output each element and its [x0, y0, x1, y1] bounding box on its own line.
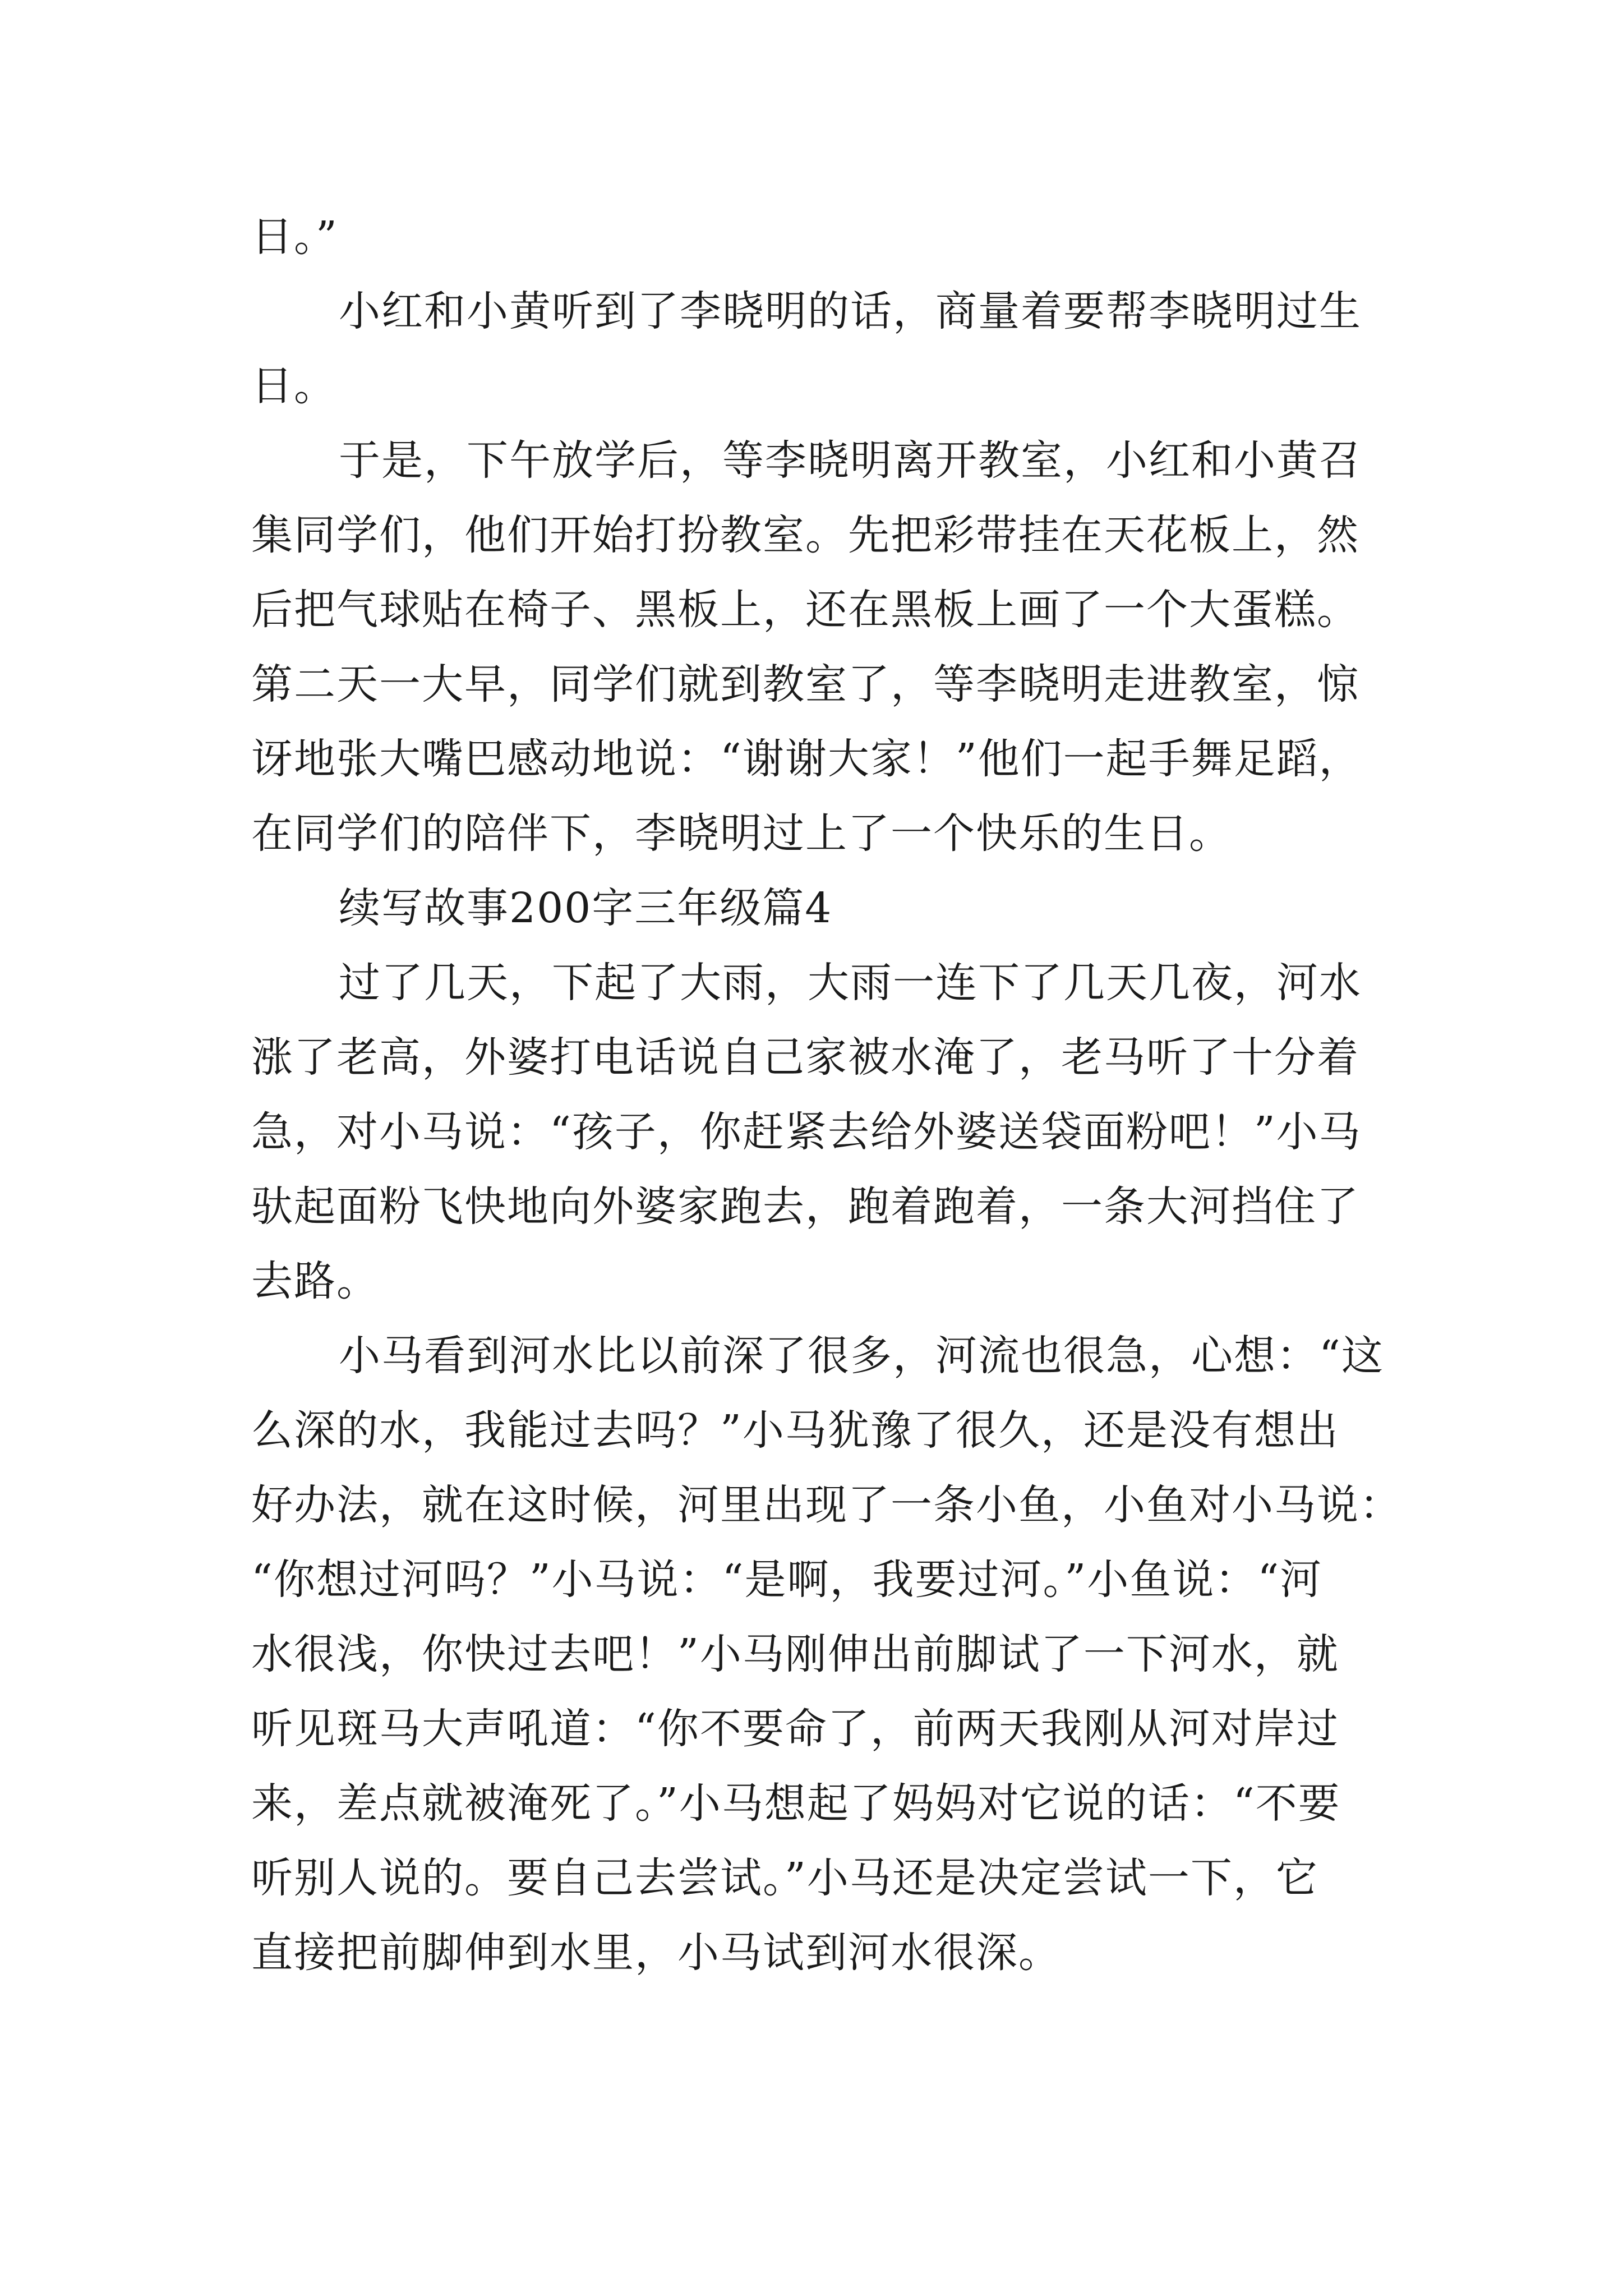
text-line: 涨了老高，外婆打电话说自己家被水淹了，老马听了十分着 [251, 1033, 1359, 1082]
text-line: 急，对小马说：“孩子，你赶紧去给外婆送袋面粉吧！”小马 [251, 1108, 1362, 1156]
text-line: 后把气球贴在椅子、黑板上，还在黑板上画了一个大蛋糕。 [251, 586, 1359, 634]
text-line: 讶地张大嘴巴感动地说：“谢谢大家！”他们一起手舞足蹈， [251, 735, 1362, 783]
text-line: 集同学们，他们开始打扮教室。先把彩带挂在天花板上，然 [251, 511, 1359, 559]
text-line: 日。 [251, 362, 336, 410]
text-line: 听见斑马大声吼道：“你不要命了，前两天我刚从河对岸过 [251, 1705, 1339, 1753]
text-line: 过了几天，下起了大雨，大雨一连下了几天几夜，河水 [339, 959, 1362, 1007]
text-line: 好办法，就在这时候，河里出现了一条小鱼，小鱼对小马说： [251, 1481, 1402, 1529]
text-line: 听别人说的。要自己去尝试。”小马还是决定尝试一下，它 [251, 1854, 1318, 1902]
text-line: 去路。 [251, 1257, 379, 1305]
text-line: 第二天一大早，同学们就到教室了，等李晓明走进教室，惊 [251, 660, 1359, 708]
text-line: 日。” [251, 213, 338, 261]
text-line: 直接把前脚伸到水里，小马试到河水很深。 [251, 1929, 1061, 1977]
text-line: 在同学们的陪伴下，李晓明过上了一个快乐的生日。 [251, 809, 1232, 858]
text-line: 小红和小黄听到了李晓明的话，商量着要帮李晓明过生 [339, 287, 1362, 335]
text-line: 来，差点就被淹死了。”小马想起了妈妈对它说的话：“不要 [251, 1779, 1341, 1828]
text-line: 小马看到河水比以前深了很多，河流也很急，心想：“这 [339, 1332, 1384, 1380]
text-line: 驮起面粉飞快地向外婆家跑去，跑着跑着，一条大河挡住了 [251, 1182, 1359, 1231]
text-line: 水很浅，你快过去吧！”小马刚伸出前脚试了一下河水，就 [251, 1630, 1339, 1678]
text-line: “你想过河吗？”小马说：“是啊，我要过河。”小鱼说：“河 [251, 1556, 1323, 1604]
text-line: 于是，下午放学后，等李晓明离开教室，小红和小黄召 [339, 436, 1362, 485]
section-heading: 续写故事200字三年级篇4 [339, 884, 833, 932]
text-line: 么深的水，我能过去吗？”小马犹豫了很久，还是没有想出 [251, 1406, 1339, 1455]
story-text [251, 200, 1407, 1990]
